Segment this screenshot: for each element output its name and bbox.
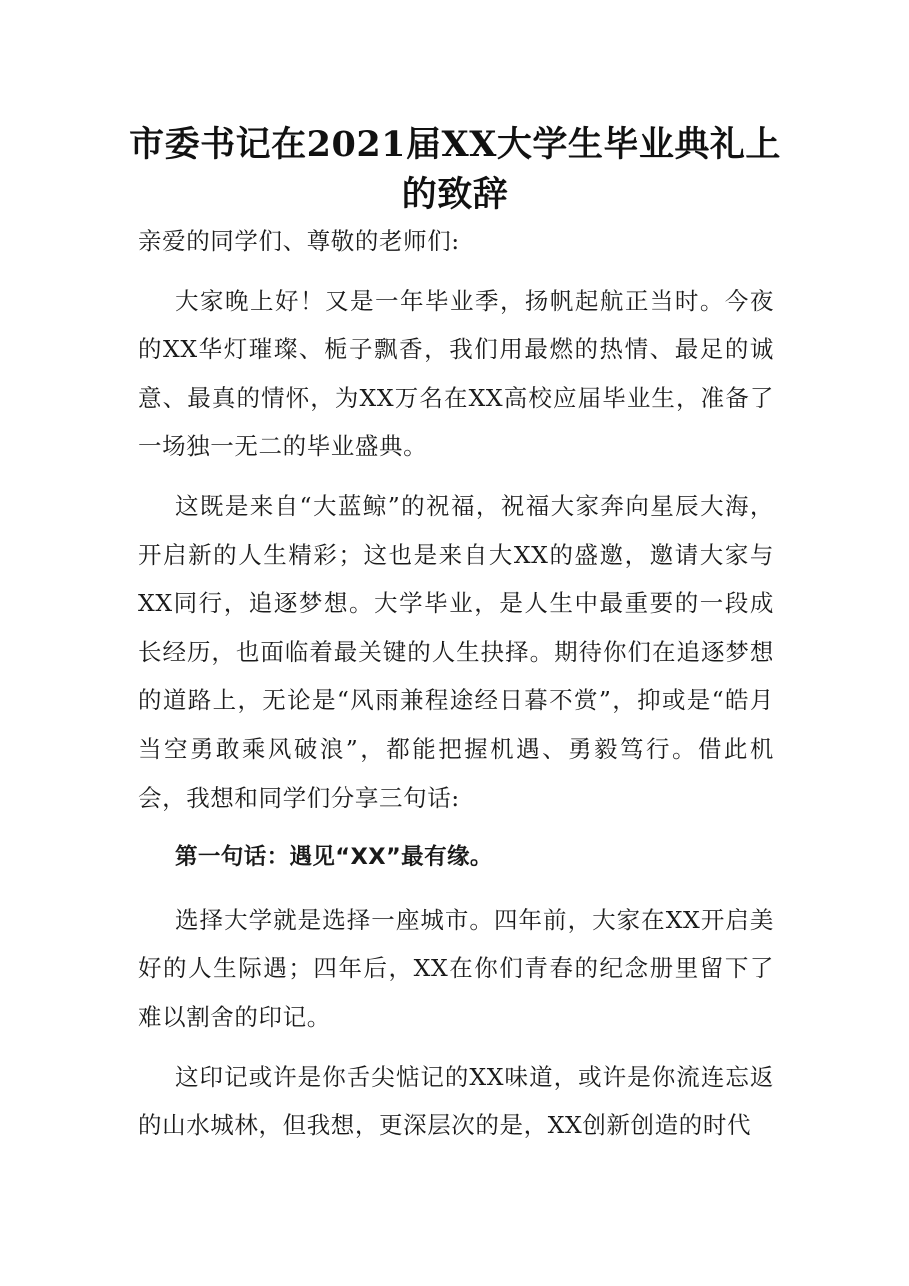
paragraph-wishes: 这既是来自“大蓝鲸”的祝福，祝福大家奔向星辰大海，开启新的人生精彩；这也是来自大XX的盛邀，邀请大家与XX同行，追逐梦想。大学毕业，是人生中最重要的一段成长经历，也面临着最关键的人生抉择。期待你们在追逐梦想的道路上，无论是“风雨兼程途经日暮不赏”，抑或是“皓月当空勇敢乘风破浪”，都能把握机遇、勇毅笃行。借此机会，我想和同学们分享三句话: bbox=[138, 491, 774, 812]
paragraph-opening: 大家晚上好！又是一年毕业季，扬帆起航正当时。今夜的XX华灯璀璨、栀子飘香，我们用最燃的热情、最足的诚意、最真的情怀，为XX万名在XX高校应届毕业生，准备了一场独一无二的毕业盛典。 bbox=[138, 286, 774, 461]
salutation: 亲爱的同学们、尊敬的老师们: bbox=[138, 227, 460, 255]
document-title: 市委书记在2021届XX大学生毕业典礼上的致辞 bbox=[129, 124, 781, 215]
section-heading: 第一句话：遇见“XX”最有缘。 bbox=[175, 844, 493, 871]
document-body bbox=[138, 217, 774, 1161]
paragraph-imprint: 这印记或许是你舌尖惦记的XX味道，或许是你流连忘返的山水城林，但我想，更深层次的是，XX创新创造的时代 bbox=[138, 1062, 774, 1140]
paragraph-city-choice: 选择大学就是选择一座城市。四年前，大家在XX开启美好的人生际遇；四年后，XX在你们青春的纪念册里留下了难以割舍的印记。 bbox=[138, 905, 774, 1031]
